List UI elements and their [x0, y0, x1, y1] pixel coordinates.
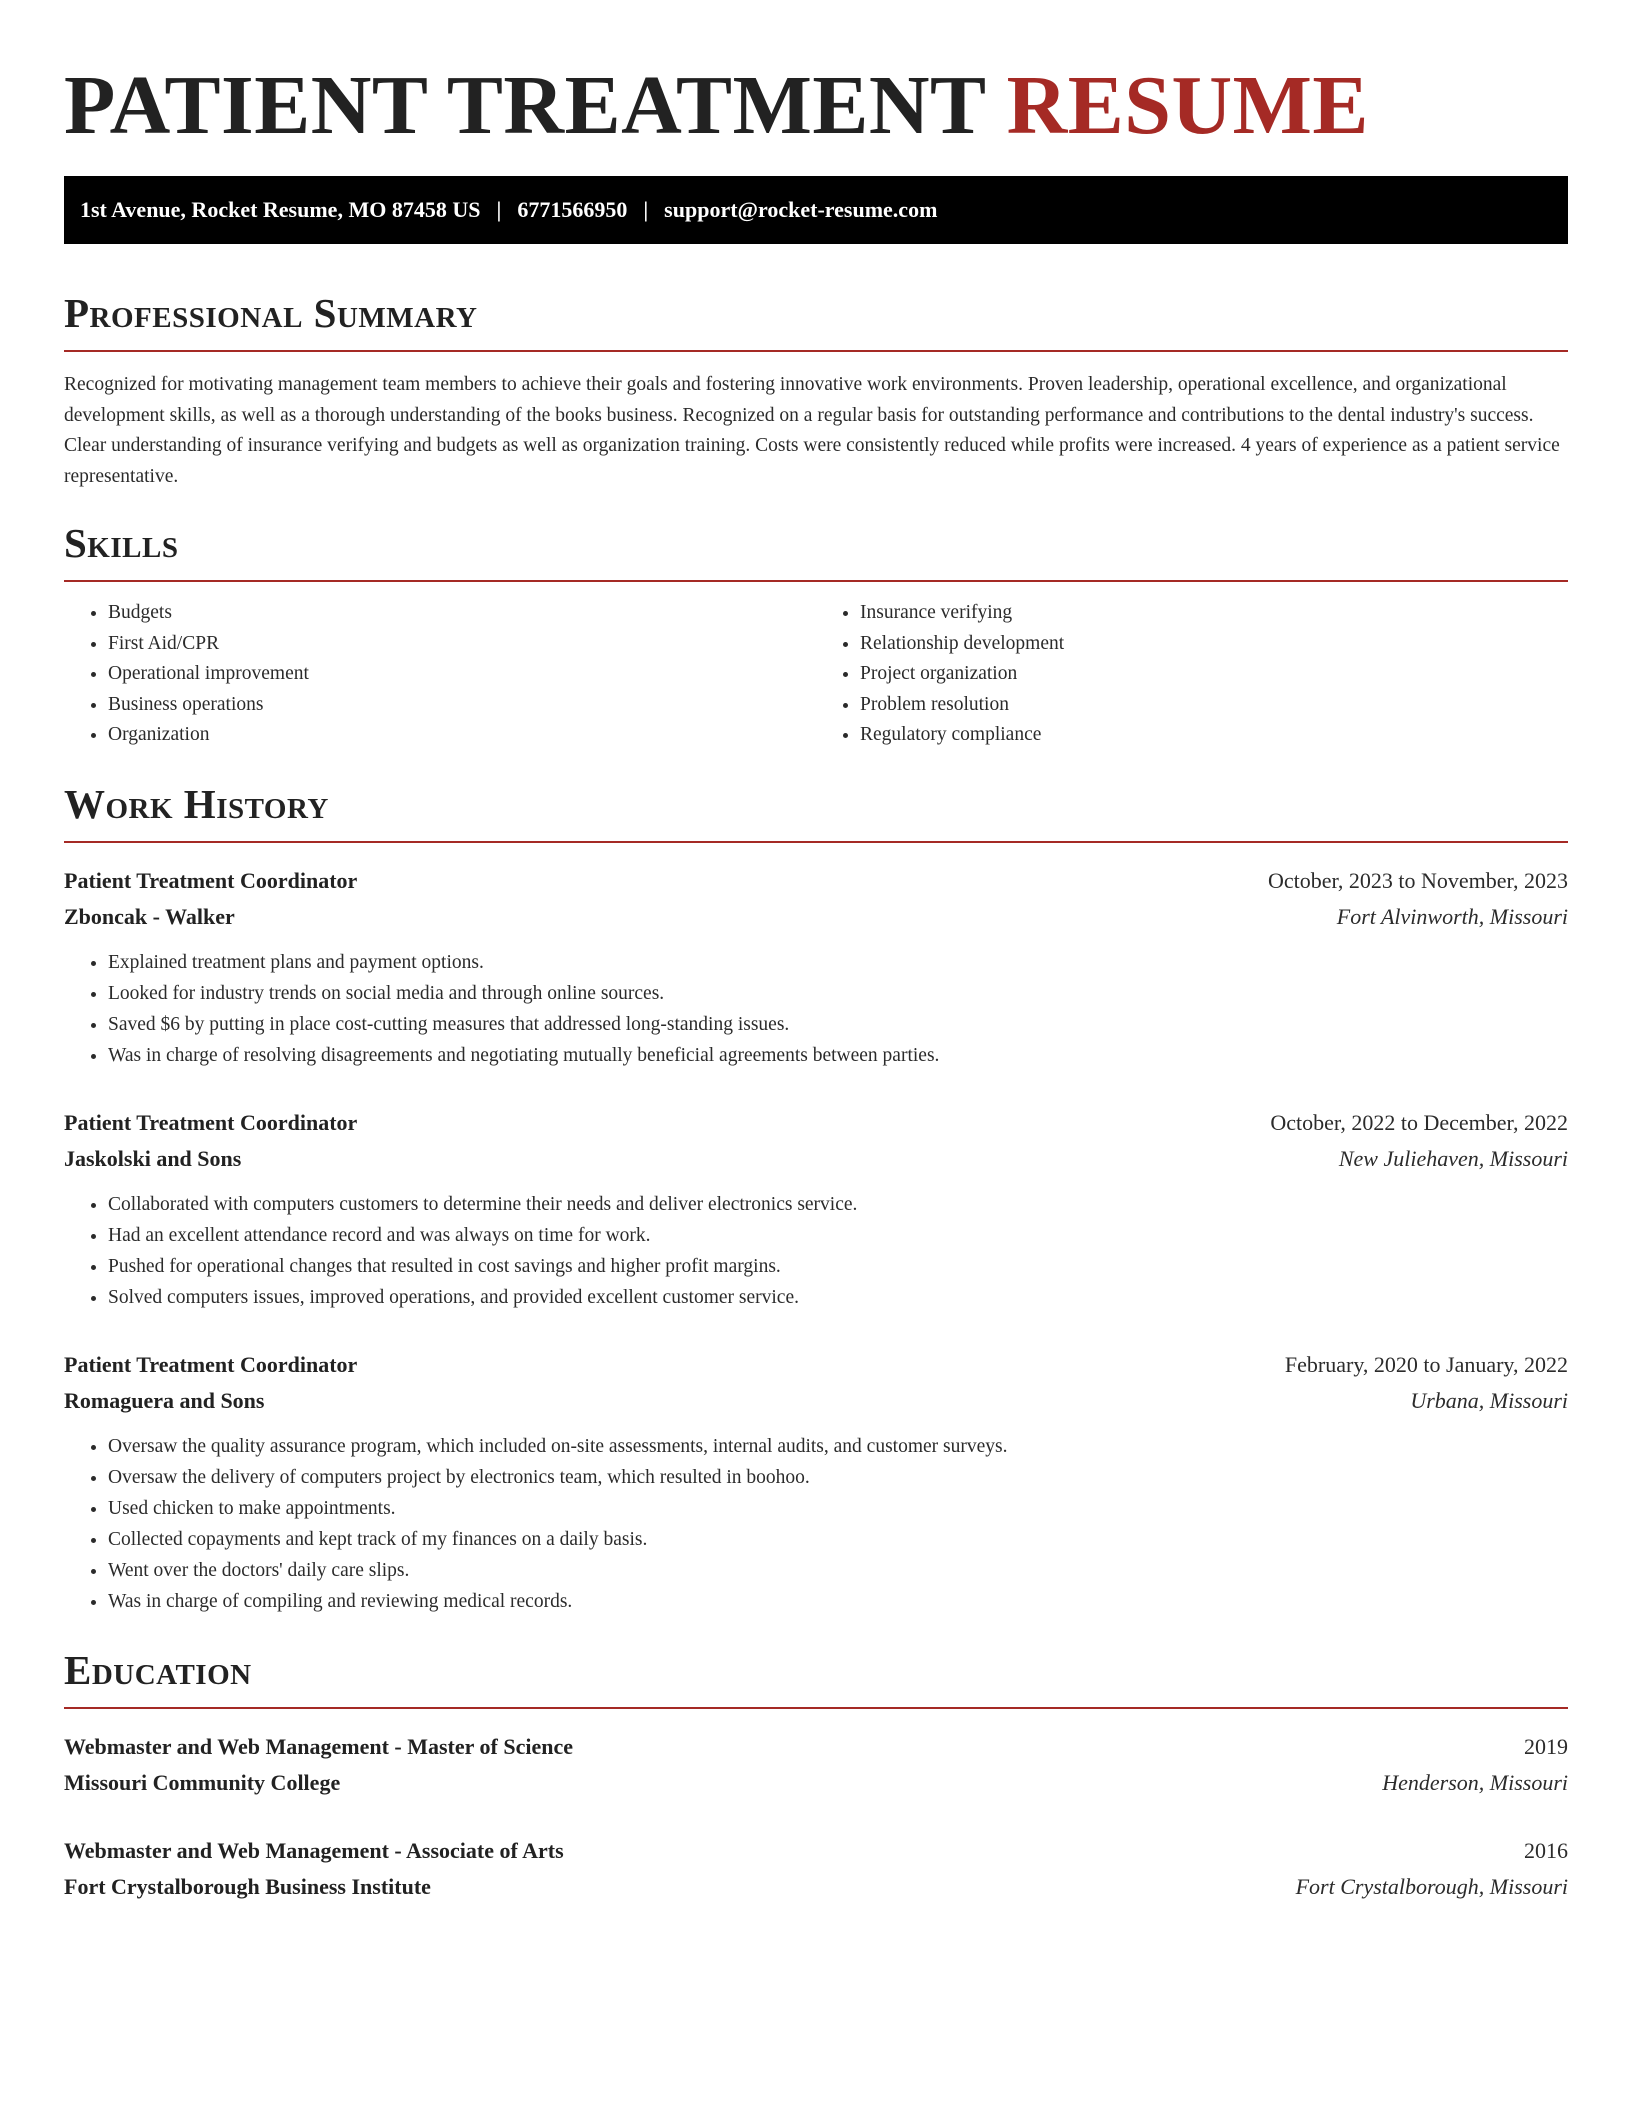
job-location: Urbana, Missouri [1410, 1387, 1568, 1413]
job-bullet: • Used chicken to make appointments. [108, 1493, 1568, 1524]
job-bullet: • Pushed for operational changes that resulted in cost savings and higher profit margins. [108, 1251, 1568, 1282]
skill-item: • Business operations [108, 690, 816, 721]
job-entry [64, 1347, 1568, 1617]
education-year: 2016 [1524, 1837, 1568, 1863]
education-section [64, 1645, 1568, 1905]
job-company: Romaguera and Sons [64, 1387, 265, 1413]
summary-text: Recognized for motivating management team members to achieve their goals and fostering innovative work environments. Proven leadership, operational excellence, and organizational development skills, as well as a thorough understanding of the books business. Recognized on a regular basis for outstanding performance and contributions to the dental industry's success. Clear understanding of insurance verifying and budgets as well as organization training. Costs were consistently reduced while profits were increased. 4 years of experience as a patient service representative. [64, 374, 1560, 487]
job-title: Patient Treatment Coordinator [64, 867, 358, 893]
job-dates: February, 2020 to January, 2022 [1284, 1351, 1568, 1377]
job-bullet: • Oversaw the delivery of computers project by electronics team, which resulted in boohoo. [108, 1462, 1568, 1493]
job-bullet: • Oversaw the quality assurance program, which included on-site assessments, internal audits, and customer surveys. [108, 1431, 1568, 1462]
job-dates: October, 2022 to December, 2022 [1270, 1109, 1568, 1135]
job-bullet: • Solved computers issues, improved operations, and provided excellent customer service. [108, 1282, 1568, 1313]
education-entry [64, 1729, 1568, 1801]
job-bullets [64, 1189, 1568, 1313]
skill-item: • Relationship development [860, 629, 1568, 660]
job-entry [64, 1105, 1568, 1313]
skills-left-list [64, 598, 816, 751]
job-dates: October, 2023 to November, 2023 [1267, 867, 1568, 893]
work-heading: Work History [64, 779, 1568, 843]
skill-item: • Project organization [860, 659, 1568, 690]
resume-title [64, 58, 1568, 154]
contact-separator: | [496, 197, 502, 222]
title-main: PATIENT TREATMENT [64, 59, 986, 152]
job-bullet: • Looked for industry trends on social media and through online sources. [108, 978, 1568, 1009]
skills-columns [64, 598, 1568, 751]
job-company: Jaskolski and Sons [64, 1145, 242, 1171]
title-accent: RESUME [1006, 59, 1369, 152]
job-title: Patient Treatment Coordinator [64, 1351, 358, 1377]
skills-right-list [816, 598, 1568, 751]
job-title: Patient Treatment Coordinator [64, 1109, 358, 1135]
skill-item: • Organization [108, 720, 816, 751]
skill-item: • Operational improvement [108, 659, 816, 690]
job-bullet: • Was in charge of resolving disagreements and negotiating mutually beneficial agreements between parties. [108, 1040, 1568, 1071]
job-entry [64, 863, 1568, 1071]
work-section [64, 779, 1568, 1617]
job-bullet: • Collaborated with computers customers to determine their needs and deliver electronics service. [108, 1189, 1568, 1220]
education-school: Fort Crystalborough Business Institute [64, 1873, 431, 1899]
education-school: Missouri Community College [64, 1769, 341, 1795]
skill-item: • Insurance verifying [860, 598, 1568, 629]
contact-separator: | [643, 197, 649, 222]
education-entry [64, 1833, 1568, 1905]
job-bullet: • Was in charge of compiling and reviewing medical records. [108, 1586, 1568, 1617]
skills-heading: Skills [64, 518, 1568, 582]
job-bullet: • Went over the doctors' daily care slips. [108, 1555, 1568, 1586]
education-location: Fort Crystalborough, Missouri [1295, 1873, 1568, 1899]
job-bullet: • Explained treatment plans and payment options. [108, 947, 1568, 978]
contact-address: 1st Avenue, Rocket Resume, MO 87458 US [80, 197, 481, 222]
skill-item: • First Aid/CPR [108, 629, 816, 660]
education-heading: Education [64, 1645, 1568, 1709]
education-location: Henderson, Missouri [1382, 1769, 1568, 1795]
skill-item: • Budgets [108, 598, 816, 629]
contact-phone: 6771566950 [517, 197, 628, 222]
education-year: 2019 [1524, 1733, 1568, 1759]
summary-heading: Professional Summary [64, 288, 1568, 352]
job-company: Zboncak - Walker [64, 903, 235, 929]
skill-item: • Problem resolution [860, 690, 1568, 721]
education-degree: Webmaster and Web Management - Master of Science [64, 1733, 573, 1759]
job-location: New Juliehaven, Missouri [1338, 1145, 1568, 1171]
job-bullets [64, 947, 1568, 1071]
job-bullets [64, 1431, 1568, 1617]
education-degree: Webmaster and Web Management - Associate of Arts [64, 1837, 564, 1863]
job-bullet: • Collected copayments and kept track of my finances on a daily basis. [108, 1524, 1568, 1555]
job-bullet: • Saved $6 by putting in place cost-cutting measures that addressed long-standing issues. [108, 1009, 1568, 1040]
summary-section [64, 288, 1568, 492]
skill-item: • Regulatory compliance [860, 720, 1568, 751]
contact-email: support@rocket-resume.com [664, 197, 938, 222]
contact-bar [64, 176, 1568, 244]
skills-section [64, 518, 1568, 751]
job-location: Fort Alvinworth, Missouri [1336, 903, 1568, 929]
job-bullet: • Had an excellent attendance record and was always on time for work. [108, 1220, 1568, 1251]
